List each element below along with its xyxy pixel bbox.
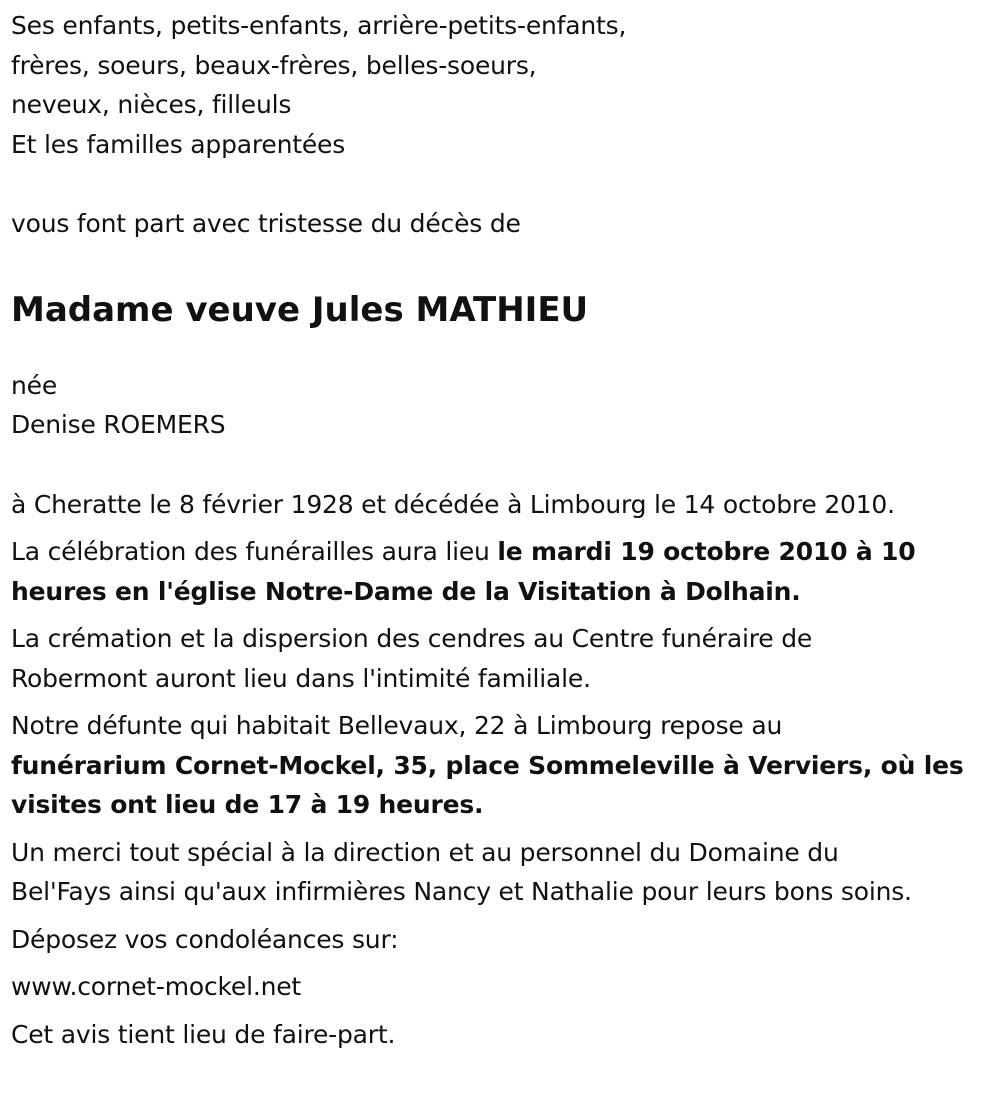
announcers-line: Et les familles apparentées	[11, 129, 346, 159]
closing-text: Cet avis tient lieu de faire-part.	[11, 1019, 396, 1049]
spacer	[11, 912, 991, 920]
spacer	[11, 164, 991, 204]
nee-label: née	[11, 370, 58, 400]
condolences-label: Déposez vos condoléances sur:	[11, 924, 399, 954]
announcers-line: frères, soeurs, beaux-frères, belles-soeurs,	[11, 50, 537, 80]
spacer	[11, 445, 991, 485]
birth-death-text: à Cheratte le 8 février 1928 et décédée à Limbourg le 14 octobre 2010.	[11, 489, 895, 519]
funeral-location: heures en l'église Notre-Dame de la Visitation à Dolhain.	[11, 576, 801, 606]
spacer	[11, 698, 991, 706]
intro-text: vous font part avec tristesse du décès de	[11, 209, 521, 238]
maiden-name: Denise ROEMERS	[11, 410, 226, 439]
maiden-name-block	[11, 366, 991, 445]
funerarium-address: funérarium Cornet-Mockel, 35, place Sommeleville à Verviers, où les	[11, 750, 964, 780]
repose-paragraph	[11, 706, 991, 825]
spacer	[11, 959, 991, 967]
spacer	[11, 611, 991, 619]
thanks-line: Bel'Fays ainsi qu'aux infirmières Nancy et Nathalie pour leurs bons soins.	[11, 877, 912, 906]
funeral-intro: La célébration des funérailles aura lieu	[11, 537, 498, 566]
announcers-line: Ses enfants, petits-enfants, arrière-petits-enfants,	[11, 11, 627, 40]
announcers-line: neveux, nièces, filleuls	[11, 90, 292, 119]
cremation-paragraph	[11, 619, 991, 698]
announcers-block	[11, 6, 991, 164]
cremation-line: La crémation et la dispersion des cendres au Centre funéraire de	[11, 624, 813, 653]
spacer	[11, 524, 991, 532]
cremation-line: Robermont auront lieu dans l'intimité familiale.	[11, 663, 591, 693]
funeral-date: le mardi 19 octobre 2010 à 10	[497, 537, 916, 566]
death-notice	[11, 6, 991, 1054]
spacer	[11, 825, 991, 833]
spacer	[11, 1007, 991, 1015]
thanks-paragraph	[11, 833, 991, 912]
funeral-paragraph	[11, 532, 991, 611]
thanks-line: Un merci tout spécial à la direction et au personnel du Domaine du	[11, 837, 839, 867]
repose-line: Notre défunte qui habitait Bellevaux, 22 à Limbourg repose au	[11, 711, 783, 740]
visiting-hours: visites ont lieu de 17 à 19 heures.	[11, 790, 484, 819]
condolences-link[interactable]: www.cornet-mockel.net	[11, 972, 302, 1001]
deceased-name: Madame veuve Jules MATHIEU	[11, 289, 589, 330]
